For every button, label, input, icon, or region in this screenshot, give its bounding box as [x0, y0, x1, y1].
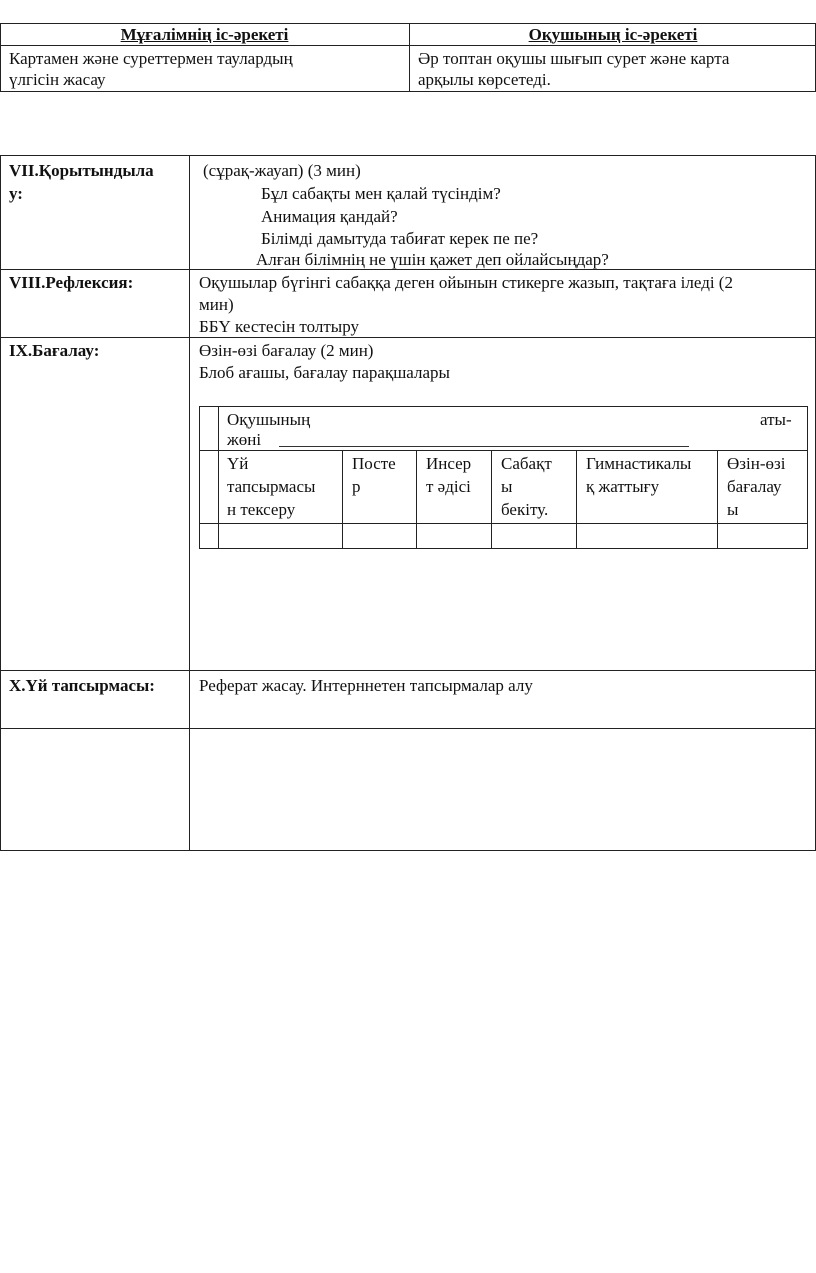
column-header-line: бағалау: [727, 477, 782, 496]
reflection-text: ББҮ кестесін толтыру: [199, 317, 360, 336]
column-header-line: Сабақт: [501, 454, 552, 473]
homework-text: Реферат жасау. Интерннетен тапсырмалар алу: [199, 676, 533, 695]
column-header-line: Инсер: [426, 454, 472, 473]
column-header-line: тапсырмасы: [227, 477, 316, 496]
reflection-text: Оқушылар бүгінгі сабаққа деген ойынын стикерге жазып, тақтаға іледі (2: [199, 273, 733, 292]
teacher-activity-line: үлгісін жасау: [9, 70, 106, 89]
student-name-label: Оқушының: [227, 410, 311, 429]
assessment-text: Өзін-өзі бағалау (2 мин): [199, 341, 374, 360]
header-teacher-activity: Мұғалімнің іс-әрекеті: [120, 25, 289, 44]
header-student-activity: Оқушының іс-әрекеті: [528, 25, 698, 44]
column-header-line: Посте: [352, 454, 396, 473]
summary-text: (сұрақ-жауап) (3 мин): [203, 161, 361, 180]
student-name-label: аты-: [760, 410, 792, 429]
section-label-vii: у:: [9, 184, 23, 203]
section-label-ix: IX.Бағалау:: [9, 341, 100, 360]
section-label-viii: VIII.Рефлексия:: [9, 273, 134, 292]
assessment-text: Блоб ағашы, бағалау парақшалары: [199, 363, 450, 382]
student-activity-line: арқылы көрсетеді.: [418, 70, 551, 89]
column-header-line: Гимнастикалы: [586, 454, 692, 473]
question-item: Білімді дамытуда табиғат керек пе пе?: [261, 229, 539, 248]
column-header-line: бекіту.: [501, 500, 549, 519]
section-label-x: X.Үй тапсырмасы:: [9, 676, 155, 695]
student-name-label: жөні: [227, 430, 262, 449]
column-header-line: қ жаттығу: [586, 477, 660, 496]
reflection-text: мин): [199, 295, 234, 314]
column-header-line: ы: [501, 477, 513, 496]
section-label-vii: VII.Қорытындыла: [9, 161, 154, 180]
column-header-line: т әдісі: [426, 477, 471, 496]
column-header-line: Өзін-өзі: [727, 454, 786, 473]
column-header-line: н тексеру: [227, 500, 296, 519]
column-header-line: Үй: [227, 454, 249, 473]
student-activity-line: Әр топтан оқушы шығып сурет және карта: [418, 49, 730, 68]
column-header-line: ы: [727, 500, 739, 519]
question-item: Анимация қандай?: [261, 207, 398, 226]
teacher-activity-line: Картамен және суреттермен таулардың: [9, 49, 293, 68]
question-item: Алған білімнің не үшін қажет деп ойлайсыңдар?: [256, 250, 609, 269]
question-item: Бұл сабақты мен қалай түсіндім?: [261, 184, 501, 203]
column-header-line: р: [352, 477, 361, 496]
